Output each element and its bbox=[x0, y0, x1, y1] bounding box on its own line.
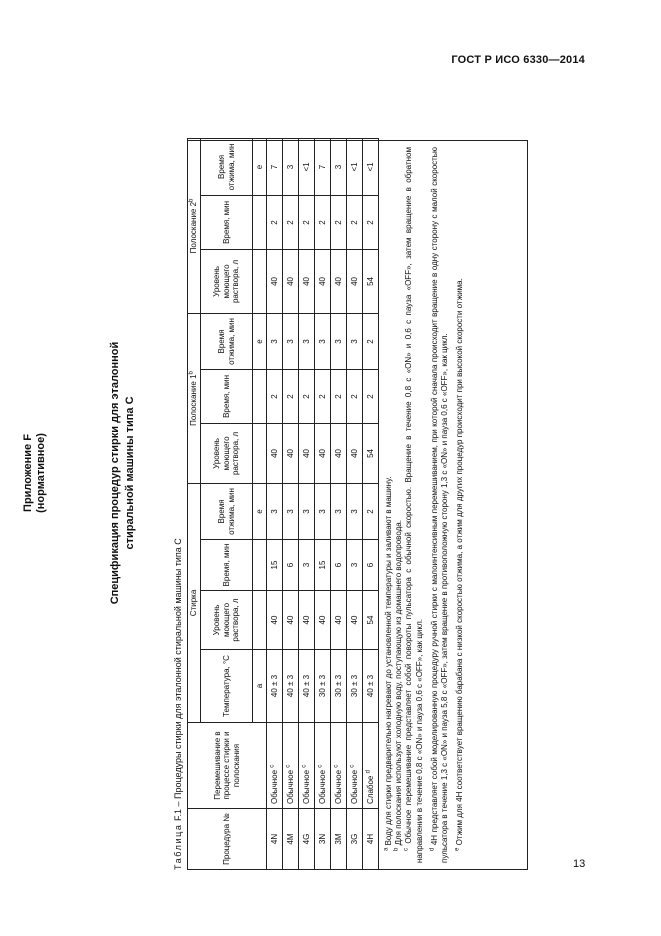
cell-r1-time: 2 bbox=[267, 369, 283, 423]
header-wash-time: Время, мин bbox=[201, 540, 253, 591]
cell-r2-spin: 3 bbox=[331, 138, 347, 195]
table-row bbox=[315, 138, 331, 869]
header-wash-level: Уровень моющего раствора, л bbox=[201, 591, 253, 650]
cell-r2-time: 2 bbox=[363, 195, 379, 249]
cell-agitation-text: Обычное bbox=[285, 769, 295, 804]
cell-r2-time: 2 bbox=[267, 195, 283, 249]
mark-empty bbox=[253, 195, 267, 249]
cell-r2-level: 40 bbox=[331, 249, 347, 313]
cell-temp: 30 ± 3 bbox=[347, 650, 363, 723]
header-rinse1-time: Время, мин bbox=[201, 369, 253, 423]
cell-w-spin: 2 bbox=[363, 483, 379, 539]
procedures-table bbox=[187, 138, 379, 870]
cell-temp: 40 ± 3 bbox=[283, 650, 299, 723]
group-rinse1-mark: b bbox=[188, 371, 195, 375]
cell-proc: 4H bbox=[363, 809, 379, 870]
cell-agitation-mark: c bbox=[333, 764, 340, 768]
mark-temperature: a bbox=[253, 650, 267, 723]
cell-r2-time: 2 bbox=[331, 195, 347, 249]
mark-empty bbox=[253, 249, 267, 313]
group-wash: Стирка bbox=[188, 483, 201, 722]
cell-agitation-text: Обычное bbox=[333, 769, 343, 804]
cell-r2-spin: <1 bbox=[347, 138, 363, 195]
cell-proc: 4N bbox=[267, 809, 283, 870]
cell-agitation bbox=[363, 723, 379, 809]
cell-r1-level: 40 bbox=[299, 423, 315, 483]
cell-w-level: 40 bbox=[267, 591, 283, 650]
cell-r1-level: 40 bbox=[267, 423, 283, 483]
cell-r1-spin: 3 bbox=[347, 313, 363, 369]
header-rinse2-time: Время, мин bbox=[201, 195, 253, 249]
table-notes bbox=[384, 147, 465, 863]
note-a-text: Воду для стирки предварительно нагревают до установленной температуры и заливают в машину. bbox=[384, 476, 393, 846]
appendix-subtitle: (нормативное) bbox=[35, 433, 47, 513]
mark-empty bbox=[253, 423, 267, 483]
note-b-text: Для полоскания используют холодную воду, поступающую из домашнего водопровода. bbox=[394, 520, 404, 846]
table-caption-text: F.1 – Процедуры стирки для эталонной стиральной машины типа С bbox=[173, 538, 183, 821]
cell-w-time: 6 bbox=[331, 540, 347, 591]
cell-proc: 3G bbox=[347, 809, 363, 870]
note-b bbox=[394, 147, 404, 863]
cell-r1-time: 2 bbox=[363, 369, 379, 423]
cell-proc: 3N bbox=[315, 809, 331, 870]
note-e-text: Отжим для 4H соответствует вращению барабана с низкой скоростью отжима, а отжим для других процедур происходит при высокой скорости отжима. bbox=[455, 278, 465, 846]
note-a bbox=[384, 147, 394, 863]
cell-r1-level: 40 bbox=[331, 423, 347, 483]
cell-w-level: 54 bbox=[363, 591, 379, 650]
table-row bbox=[283, 138, 299, 869]
page-number: 13 bbox=[573, 858, 586, 870]
note-d bbox=[430, 147, 450, 863]
cell-w-time: 15 bbox=[267, 540, 283, 591]
cell-temp: 30 ± 3 bbox=[331, 650, 347, 723]
cell-r1-time: 2 bbox=[347, 369, 363, 423]
cell-agitation bbox=[267, 723, 283, 809]
cell-proc: 4M bbox=[283, 809, 299, 870]
cell-agitation bbox=[299, 723, 315, 809]
cell-agitation-mark: c bbox=[285, 764, 292, 768]
cell-agitation bbox=[283, 723, 299, 809]
cell-w-spin: 3 bbox=[299, 483, 315, 539]
cell-agitation-text: Обычное bbox=[317, 769, 327, 804]
cell-agitation-mark: c bbox=[317, 764, 324, 768]
cell-r2-level: 40 bbox=[315, 249, 331, 313]
cell-w-time: 6 bbox=[283, 540, 299, 591]
cell-agitation-mark: c bbox=[269, 764, 276, 768]
mark-empty bbox=[253, 369, 267, 423]
cell-r1-spin: 3 bbox=[283, 313, 299, 369]
cell-r2-level: 40 bbox=[299, 249, 315, 313]
cell-r1-spin: 3 bbox=[331, 313, 347, 369]
cell-agitation-text: Обычное bbox=[349, 769, 359, 804]
cell-r2-spin: 7 bbox=[315, 138, 331, 195]
cell-agitation-text: Слабое bbox=[365, 775, 375, 804]
appendix-title: Приложение F bbox=[22, 434, 34, 512]
mark-empty bbox=[253, 591, 267, 650]
table-row bbox=[331, 138, 347, 869]
cell-proc: 3M bbox=[331, 809, 347, 870]
spec-title-line2: стиральной машины типа С bbox=[124, 396, 136, 550]
group-rinse2-mark: b bbox=[188, 198, 195, 202]
header-rinse2-spin: Время отжима, мин bbox=[201, 138, 253, 195]
cell-r2-time: 2 bbox=[347, 195, 363, 249]
cell-w-time: 15 bbox=[315, 540, 331, 591]
header-rinse1-spin: Время отжима, мин bbox=[201, 313, 253, 369]
table-row bbox=[363, 138, 379, 869]
cell-w-time: 3 bbox=[347, 540, 363, 591]
header-rinse1-level: Уровень моющего раствора, л bbox=[201, 423, 253, 483]
cell-r2-time: 2 bbox=[299, 195, 315, 249]
cell-agitation bbox=[331, 723, 347, 809]
note-b-mark: b bbox=[393, 847, 400, 851]
mark-rinse1-spin: e bbox=[253, 313, 267, 369]
cell-r1-level: 40 bbox=[315, 423, 331, 483]
cell-agitation bbox=[347, 723, 363, 809]
mark-rinse2-spin: e bbox=[253, 138, 267, 195]
cell-w-level: 40 bbox=[315, 591, 331, 650]
spec-title-line1: Спецификация процедур стирки для эталонной bbox=[109, 341, 121, 605]
table-frame bbox=[187, 140, 528, 870]
header-procedure: Процедура № bbox=[188, 809, 267, 870]
cell-r1-level: 54 bbox=[363, 423, 379, 483]
group-rinse1 bbox=[188, 313, 201, 483]
cell-r2-spin: <1 bbox=[299, 138, 315, 195]
cell-r2-level: 54 bbox=[363, 249, 379, 313]
table-row bbox=[347, 138, 363, 869]
group-rinse2 bbox=[188, 138, 201, 313]
cell-r1-spin: 3 bbox=[299, 313, 315, 369]
cell-temp: 40 ± 3 bbox=[363, 650, 379, 723]
cell-w-spin: 3 bbox=[267, 483, 283, 539]
cell-w-spin: 3 bbox=[315, 483, 331, 539]
cell-agitation-text: Обычное bbox=[269, 769, 279, 804]
note-d-text: 4H представляет собой моделированную процедуру ручной стирки с малоинтенсивным перемешиванием, при которой сначала происходит вращение в одну сторону с малой скоростью пульсатора в течение 1,3 с «ON» и пауза 5,8 с «OFF», затем вращение в противоположную сторону 1,3 с «ON» и пауза 0,6 с «OFF», как цикл. bbox=[429, 147, 450, 863]
cell-w-time: 6 bbox=[363, 540, 379, 591]
standard-header: ГОСТ Р ИСО 6330—2014 bbox=[451, 54, 585, 66]
group-rinse2-label: Полоскание 2 bbox=[189, 201, 199, 254]
cell-agitation-text: Обычное bbox=[301, 769, 311, 804]
cell-proc: 4G bbox=[299, 809, 315, 870]
header-rinse2-level: Уровень моющего раствора, л bbox=[201, 249, 253, 313]
cell-r2-time: 2 bbox=[283, 195, 299, 249]
note-c bbox=[404, 147, 424, 863]
cell-r2-level: 40 bbox=[283, 249, 299, 313]
cell-r1-spin: 3 bbox=[267, 313, 283, 369]
cell-r2-spin: 7 bbox=[267, 138, 283, 195]
note-d-mark: d bbox=[429, 847, 436, 851]
cell-r2-level: 40 bbox=[267, 249, 283, 313]
cell-temp: 30 ± 3 bbox=[315, 650, 331, 723]
header-agitation: Перемешивание в процессе стирки и полоскания bbox=[188, 723, 267, 809]
cell-r1-spin: 2 bbox=[363, 313, 379, 369]
cell-r2-spin: 3 bbox=[283, 138, 299, 195]
note-e bbox=[455, 147, 465, 863]
table-row bbox=[267, 138, 283, 869]
cell-r1-spin: 3 bbox=[315, 313, 331, 369]
cell-r1-time: 2 bbox=[331, 369, 347, 423]
cell-agitation-mark: c bbox=[349, 764, 356, 768]
cell-r2-time: 2 bbox=[315, 195, 331, 249]
cell-r1-time: 2 bbox=[283, 369, 299, 423]
cell-w-spin: 3 bbox=[283, 483, 299, 539]
cell-temp: 40 ± 3 bbox=[267, 650, 283, 723]
table-body bbox=[267, 138, 379, 869]
table-caption-prefix: Таблица bbox=[173, 823, 183, 870]
header-temperature: Температура, °С bbox=[201, 650, 253, 723]
cell-r1-level: 40 bbox=[283, 423, 299, 483]
cell-r1-time: 2 bbox=[315, 369, 331, 423]
cell-r2-level: 40 bbox=[347, 249, 363, 313]
cell-w-level: 40 bbox=[347, 591, 363, 650]
cell-agitation-mark: c bbox=[301, 764, 308, 768]
cell-r1-level: 40 bbox=[347, 423, 363, 483]
cell-agitation-mark: d bbox=[365, 770, 372, 774]
cell-agitation bbox=[315, 723, 331, 809]
note-a-mark: a bbox=[383, 847, 390, 851]
note-c-text: Обычное перемешивание представляет собой повороты пульсатора с обычной скоростью. Вращение в течение 0,8 с «ON» и 0,6 с пауза «OFF», затем вращение в обратном направлении в течение 0,8 с «ON» и пауза 0,6 с «OFF», как цикл. bbox=[404, 147, 424, 863]
cell-r2-spin: <1 bbox=[363, 138, 379, 195]
cell-w-spin: 3 bbox=[347, 483, 363, 539]
note-c-mark: c bbox=[403, 848, 410, 851]
cell-w-time: 3 bbox=[299, 540, 315, 591]
mark-wash-spin: e bbox=[253, 483, 267, 539]
cell-w-level: 40 bbox=[283, 591, 299, 650]
cell-w-level: 40 bbox=[299, 591, 315, 650]
cell-w-spin: 3 bbox=[331, 483, 347, 539]
cell-temp: 40 ± 3 bbox=[299, 650, 315, 723]
table-caption bbox=[173, 538, 183, 870]
cell-w-level: 40 bbox=[331, 591, 347, 650]
note-e-mark: e bbox=[454, 847, 461, 851]
mark-empty bbox=[253, 540, 267, 591]
table-row bbox=[299, 138, 315, 869]
cell-r1-time: 2 bbox=[299, 369, 315, 423]
header-wash-spin: Время отжима, мин bbox=[201, 483, 253, 539]
rotated-page-content bbox=[22, 58, 582, 888]
group-rinse1-label: Полоскание 1 bbox=[189, 374, 199, 426]
